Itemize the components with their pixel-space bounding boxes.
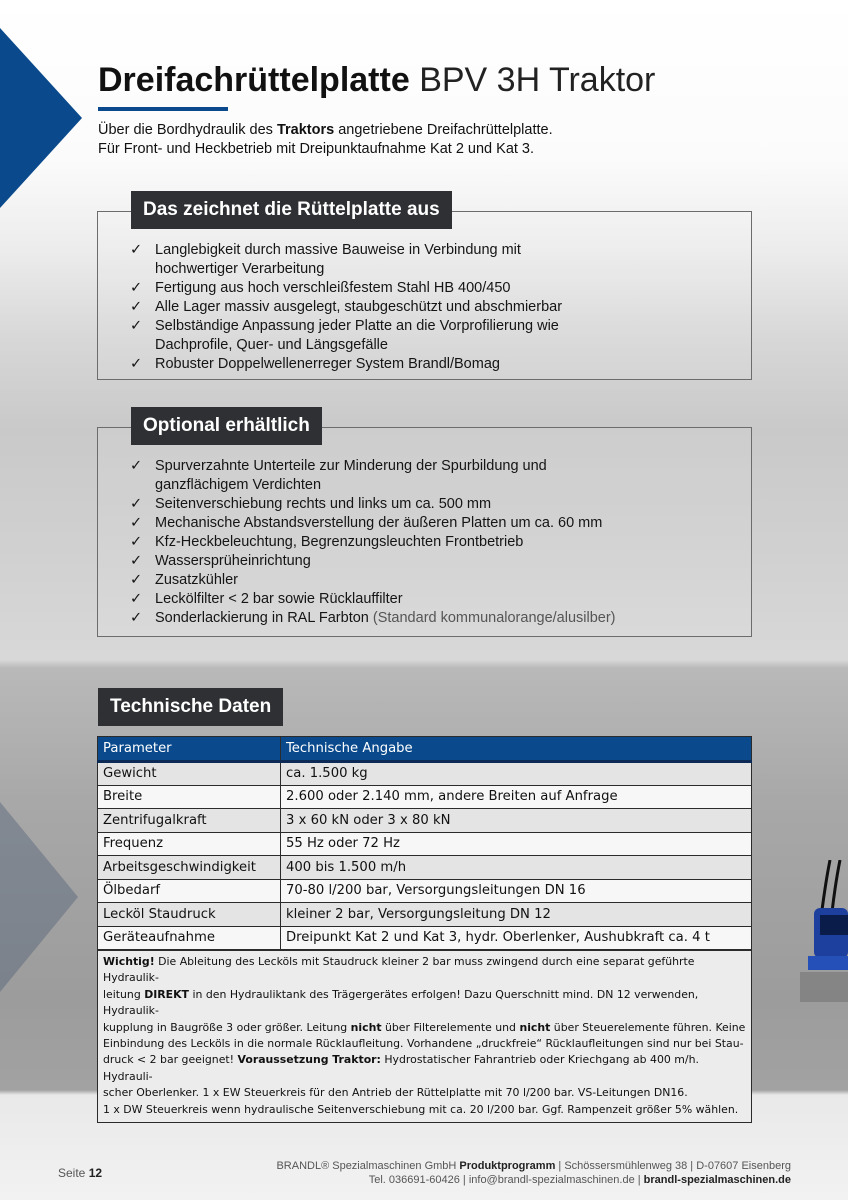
table-row <box>98 926 752 950</box>
brand-corner-triangle <box>0 28 82 208</box>
intro-line-1: Über die Bordhydraulik des Traktors angetriebene Dreifachrüttelplatte. <box>98 122 553 138</box>
intro-text <box>98 121 553 159</box>
footer-contact: BRANDL® Spezialmaschinen GmbH Produktprogramm | Schössersmühlenweg 38 | D-07607 Eisenberg Tel. 036691-60426 | info@brandl-spezialmaschinen.de | brandl-spezialmaschinen.de <box>276 1160 791 1186</box>
table-row <box>98 809 752 833</box>
options-list <box>130 457 720 628</box>
title-underline <box>98 107 228 111</box>
list-item: ✓ Sonderlackierung in RAL Farbton (Standard kommunalorange/alusilber) <box>130 610 616 626</box>
check-icon: ✓ <box>130 515 143 531</box>
list-item: ✓ Kfz-Heckbeleuchtung, Begrenzungsleuchten Frontbetrieb <box>130 534 524 550</box>
table-row <box>98 856 752 880</box>
table-header-row <box>98 737 752 762</box>
list-item: ✓ Robuster Doppelwellenerreger System Brandl/Bomag <box>130 356 500 372</box>
check-icon: ✓ <box>130 356 143 372</box>
list-item: ✓ Selbständige Anpassung jeder Platte an die Vorprofilierung wie Dachprofile, Quer- und Längsgefälle <box>130 318 559 353</box>
column-header-parameter: Parameter <box>98 737 281 762</box>
machine-photo-fragment <box>800 860 848 1010</box>
param-cell: Zentrifugalkraft <box>98 809 281 833</box>
check-icon: ✓ <box>130 591 143 607</box>
title-model: BPV 3H Traktor <box>419 61 656 99</box>
list-item: ✓ Zusatzkühler <box>130 572 239 588</box>
page-number: Seite 12 <box>58 1166 103 1180</box>
features-list <box>130 241 720 374</box>
options-heading: Optional erhältlich <box>131 407 322 445</box>
check-icon: ✓ <box>130 318 143 334</box>
table-row <box>98 832 752 856</box>
check-icon: ✓ <box>130 458 143 474</box>
check-icon: ✓ <box>130 299 143 315</box>
important-note: Wichtig! Die Ableitung des Lecköls mit Staudruck kleiner 2 bar muss zwingend durch eine separat geführte Hydraulik- leitung DIREKT in den Hydrauliktank des Trägergerätes erfolgen! Dazu Querschnitt mind. DN 12 verwenden, Hydraulik- kupplung in Baugröße 3 oder größer. Leitung nicht über Filterelemente und nicht über Steuerelemente führen. Keine Einbindung des Lecköls in die normale Rücklaufleitung. Vorhandene „druckfreie“ Rücklaufleitungen sind nur bei Stau- druck < 2 bar geeignet! Voraussetzung Traktor: Hydrostatischer Fahrantrieb oder Kriechgang ab 400 m/h. Hydrauli- scher Oberlenker. 1 x EW Steuerkreis für den Antrieb der Rüttelplatte mit 70 l/200 bar. VS-Leitungen DN16. 1 x DW Steuerkreis wenn hydraulische Seitenverschiebung mit ca. 20 l/200 bar. Ggf. Rampenzeit größer 5% wählen. <box>97 950 752 1123</box>
param-cell: Geräteaufnahme <box>98 926 281 950</box>
param-cell: Gewicht <box>98 762 281 786</box>
table-row <box>98 879 752 903</box>
value-cell: 3 x 60 kN oder 3 x 80 kN <box>281 809 752 833</box>
list-item: ✓ Spurverzahnte Unterteile zur Minderung der Spurbildung und ganzflächigem Verdichten <box>130 458 547 493</box>
check-icon: ✓ <box>130 496 143 512</box>
value-cell: 400 bis 1.500 m/h <box>281 856 752 880</box>
table-row <box>98 762 752 786</box>
page-title <box>98 58 655 102</box>
title-bold: Dreifachrüttelplatte <box>98 61 410 99</box>
check-icon: ✓ <box>130 242 143 258</box>
table-row <box>98 785 752 809</box>
technical-heading: Technische Daten <box>98 688 283 726</box>
value-cell: 2.600 oder 2.140 mm, andere Breiten auf Anfrage <box>281 785 752 809</box>
column-header-value: Technische Angabe <box>281 737 752 762</box>
value-cell: ca. 1.500 kg <box>281 762 752 786</box>
intro-line-2: Für Front- und Heckbetrieb mit Dreipunktaufnahme Kat 2 und Kat 3. <box>98 141 535 157</box>
value-cell: 70-80 l/200 bar, Versorgungsleitungen DN 16 <box>281 879 752 903</box>
param-cell: Breite <box>98 785 281 809</box>
list-item: ✓ Wassersprüheinrichtung <box>130 553 311 569</box>
param-cell: Lecköl Staudruck <box>98 903 281 927</box>
website-link[interactable]: brandl-spezialmaschinen.de <box>643 1174 791 1186</box>
list-item: ✓ Mechanische Abstandsverstellung der äußeren Platten um ca. 60 mm <box>130 515 603 531</box>
check-icon: ✓ <box>130 572 143 588</box>
value-cell: Dreipunkt Kat 2 und Kat 3, hydr. Oberlenker, Aushubkraft ca. 4 t <box>281 926 752 950</box>
features-heading: Das zeichnet die Rüttelplatte aus <box>131 191 452 229</box>
check-icon: ✓ <box>130 280 143 296</box>
list-item: ✓ Leckölfilter < 2 bar sowie Rücklauffilter <box>130 591 403 607</box>
list-item: ✓ Alle Lager massiv ausgelegt, staubgeschützt und abschmierbar <box>130 299 563 315</box>
list-item: ✓ Langlebigkeit durch massive Bauweise in Verbindung mit hochwertiger Verarbeitung <box>130 242 521 277</box>
decorative-triangle <box>0 802 78 992</box>
table-row <box>98 903 752 927</box>
param-cell: Ölbedarf <box>98 879 281 903</box>
param-cell: Arbeitsgeschwindigkeit <box>98 856 281 880</box>
value-cell: 55 Hz oder 72 Hz <box>281 832 752 856</box>
spec-table <box>97 736 752 950</box>
check-icon: ✓ <box>130 534 143 550</box>
check-icon: ✓ <box>130 553 143 569</box>
list-item: ✓ Fertigung aus hoch verschleißfestem Stahl HB 400/450 <box>130 280 511 296</box>
list-item: ✓ Seitenverschiebung rechts und links um ca. 500 mm <box>130 496 492 512</box>
check-icon: ✓ <box>130 610 143 626</box>
param-cell: Frequenz <box>98 832 281 856</box>
value-cell: kleiner 2 bar, Versorgungsleitung DN 12 <box>281 903 752 927</box>
